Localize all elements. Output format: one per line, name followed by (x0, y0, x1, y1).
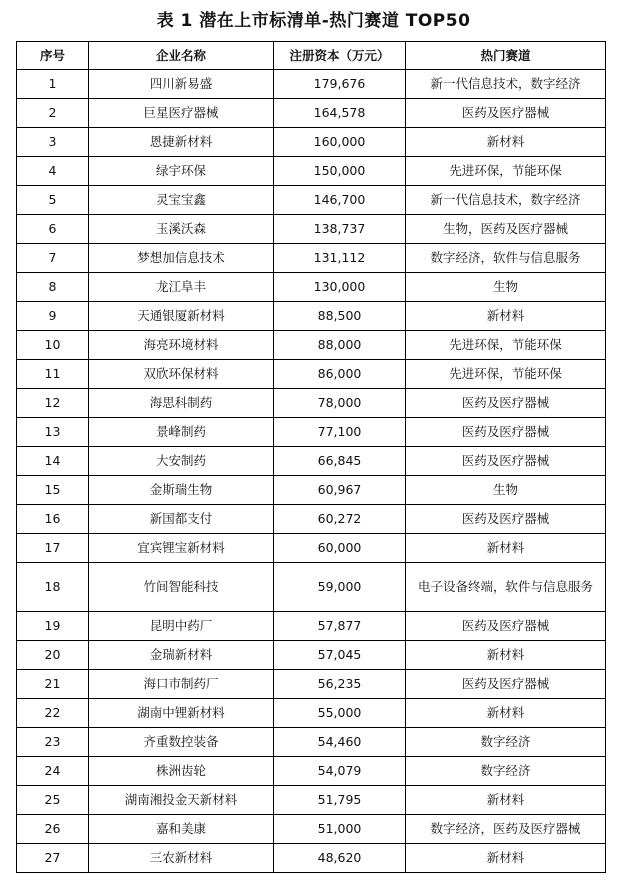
table-row (17, 728, 606, 757)
table-row (17, 699, 606, 728)
cell-company-name: 金瑞新材料 (89, 641, 274, 670)
cell-registered-capital: 130,000 (274, 273, 406, 302)
cell-hot-track: 生物 (406, 273, 606, 302)
cell-registered-capital: 48,620 (274, 844, 406, 873)
cell-no: 7 (17, 244, 89, 273)
cell-registered-capital: 88,500 (274, 302, 406, 331)
cell-hot-track: 新一代信息技术，数字经济 (406, 70, 606, 99)
cell-hot-track: 数字经济 (406, 728, 606, 757)
cell-no: 21 (17, 670, 89, 699)
header-company-name: 企业名称 (89, 42, 274, 70)
cell-no: 5 (17, 186, 89, 215)
cell-company-name: 绿宇环保 (89, 157, 274, 186)
cell-company-name: 齐重数控装备 (89, 728, 274, 757)
table-row (17, 670, 606, 699)
cell-company-name: 株洲齿轮 (89, 757, 274, 786)
cell-no: 10 (17, 331, 89, 360)
cell-no: 16 (17, 505, 89, 534)
cell-registered-capital: 54,460 (274, 728, 406, 757)
cell-company-name: 海思科制药 (89, 389, 274, 418)
table-row (17, 389, 606, 418)
cell-registered-capital: 164,578 (274, 99, 406, 128)
header-no: 序号 (17, 42, 89, 70)
table-row (17, 360, 606, 389)
cell-registered-capital: 179,676 (274, 70, 406, 99)
cell-registered-capital: 60,967 (274, 476, 406, 505)
cell-registered-capital: 51,000 (274, 815, 406, 844)
cell-registered-capital: 146,700 (274, 186, 406, 215)
cell-registered-capital: 59,000 (274, 563, 406, 612)
table-title: 表 1 潜在上市标清单-热门赛道 TOP50 (156, 11, 471, 31)
cell-company-name: 玉溪沃森 (89, 215, 274, 244)
table-body (17, 70, 606, 873)
table-row (17, 273, 606, 302)
cell-company-name: 梦想加信息技术 (89, 244, 274, 273)
cell-hot-track: 数字经济 (406, 757, 606, 786)
cell-hot-track: 数字经济，软件与信息服务 (406, 244, 606, 273)
cell-company-name: 恩捷新材料 (89, 128, 274, 157)
cell-hot-track: 医药及医疗器械 (406, 670, 606, 699)
cell-company-name: 金斯瑞生物 (89, 476, 274, 505)
top50-table (16, 41, 606, 873)
cell-no: 8 (17, 273, 89, 302)
cell-no: 6 (17, 215, 89, 244)
cell-company-name: 湖南中锂新材料 (89, 699, 274, 728)
cell-registered-capital: 131,112 (274, 244, 406, 273)
cell-hot-track: 电子设备终端，软件与信息服务 (406, 563, 606, 612)
cell-registered-capital: 150,000 (274, 157, 406, 186)
table-row (17, 612, 606, 641)
cell-no: 25 (17, 786, 89, 815)
cell-no: 3 (17, 128, 89, 157)
cell-company-name: 竹间智能科技 (89, 563, 274, 612)
table-row (17, 418, 606, 447)
cell-no: 12 (17, 389, 89, 418)
cell-no: 15 (17, 476, 89, 505)
cell-hot-track: 新材料 (406, 128, 606, 157)
table-row (17, 447, 606, 476)
cell-registered-capital: 78,000 (274, 389, 406, 418)
table-row (17, 215, 606, 244)
cell-hot-track: 医药及医疗器械 (406, 505, 606, 534)
cell-company-name: 海亮环境材料 (89, 331, 274, 360)
cell-company-name: 双欣环保材料 (89, 360, 274, 389)
cell-company-name: 天通银厦新材料 (89, 302, 274, 331)
cell-no: 20 (17, 641, 89, 670)
cell-hot-track: 医药及医疗器械 (406, 418, 606, 447)
table-row (17, 505, 606, 534)
cell-registered-capital: 138,737 (274, 215, 406, 244)
cell-hot-track: 新材料 (406, 699, 606, 728)
table-header (17, 42, 606, 70)
cell-no: 23 (17, 728, 89, 757)
cell-registered-capital: 55,000 (274, 699, 406, 728)
header-registered-capital: 注册资本（万元） (274, 42, 406, 70)
cell-no: 14 (17, 447, 89, 476)
cell-no: 22 (17, 699, 89, 728)
cell-hot-track: 医药及医疗器械 (406, 612, 606, 641)
cell-no: 11 (17, 360, 89, 389)
cell-no: 2 (17, 99, 89, 128)
table-row (17, 99, 606, 128)
table-row (17, 563, 606, 612)
cell-hot-track: 先进环保，节能环保 (406, 360, 606, 389)
cell-company-name: 新国都支付 (89, 505, 274, 534)
cell-company-name: 景峰制药 (89, 418, 274, 447)
cell-company-name: 海口市制药厂 (89, 670, 274, 699)
cell-hot-track: 医药及医疗器械 (406, 99, 606, 128)
cell-registered-capital: 54,079 (274, 757, 406, 786)
cell-no: 9 (17, 302, 89, 331)
cell-no: 24 (17, 757, 89, 786)
cell-company-name: 四川新易盛 (89, 70, 274, 99)
cell-registered-capital: 160,000 (274, 128, 406, 157)
table-row (17, 128, 606, 157)
table-row (17, 815, 606, 844)
cell-hot-track: 新一代信息技术，数字经济 (406, 186, 606, 215)
cell-no: 17 (17, 534, 89, 563)
cell-registered-capital: 66,845 (274, 447, 406, 476)
cell-company-name: 龙江阜丰 (89, 273, 274, 302)
cell-registered-capital: 60,000 (274, 534, 406, 563)
table-row (17, 186, 606, 215)
cell-registered-capital: 77,100 (274, 418, 406, 447)
header-hot-track: 热门赛道 (406, 42, 606, 70)
cell-hot-track: 生物 (406, 476, 606, 505)
cell-no: 13 (17, 418, 89, 447)
cell-hot-track: 新材料 (406, 534, 606, 563)
cell-hot-track: 医药及医疗器械 (406, 447, 606, 476)
cell-registered-capital: 57,045 (274, 641, 406, 670)
cell-company-name: 湖南湘投金天新材料 (89, 786, 274, 815)
cell-company-name: 灵宝宝鑫 (89, 186, 274, 215)
table-row (17, 757, 606, 786)
table-row (17, 534, 606, 563)
table-row (17, 844, 606, 873)
cell-no: 27 (17, 844, 89, 873)
cell-hot-track: 先进环保，节能环保 (406, 331, 606, 360)
cell-company-name: 昆明中药厂 (89, 612, 274, 641)
cell-no: 18 (17, 563, 89, 612)
cell-no: 1 (17, 70, 89, 99)
table-row (17, 641, 606, 670)
cell-hot-track: 生物，医药及医疗器械 (406, 215, 606, 244)
table-row (17, 331, 606, 360)
cell-company-name: 大安制药 (89, 447, 274, 476)
cell-registered-capital: 57,877 (274, 612, 406, 641)
table-row (17, 70, 606, 99)
cell-hot-track: 新材料 (406, 302, 606, 331)
cell-hot-track: 医药及医疗器械 (406, 389, 606, 418)
cell-no: 26 (17, 815, 89, 844)
cell-company-name: 三农新材料 (89, 844, 274, 873)
cell-no: 4 (17, 157, 89, 186)
table-row (17, 244, 606, 273)
cell-no: 19 (17, 612, 89, 641)
cell-registered-capital: 51,795 (274, 786, 406, 815)
cell-hot-track: 新材料 (406, 844, 606, 873)
header-row (17, 42, 606, 70)
cell-registered-capital: 88,000 (274, 331, 406, 360)
table-row (17, 786, 606, 815)
table-row (17, 302, 606, 331)
cell-company-name: 嘉和美康 (89, 815, 274, 844)
cell-registered-capital: 86,000 (274, 360, 406, 389)
cell-registered-capital: 56,235 (274, 670, 406, 699)
cell-company-name: 宜宾锂宝新材料 (89, 534, 274, 563)
cell-registered-capital: 60,272 (274, 505, 406, 534)
table-row (17, 157, 606, 186)
table-row (17, 476, 606, 505)
cell-hot-track: 先进环保，节能环保 (406, 157, 606, 186)
cell-hot-track: 新材料 (406, 786, 606, 815)
cell-hot-track: 新材料 (406, 641, 606, 670)
cell-company-name: 巨星医疗器械 (89, 99, 274, 128)
cell-hot-track: 数字经济，医药及医疗器械 (406, 815, 606, 844)
